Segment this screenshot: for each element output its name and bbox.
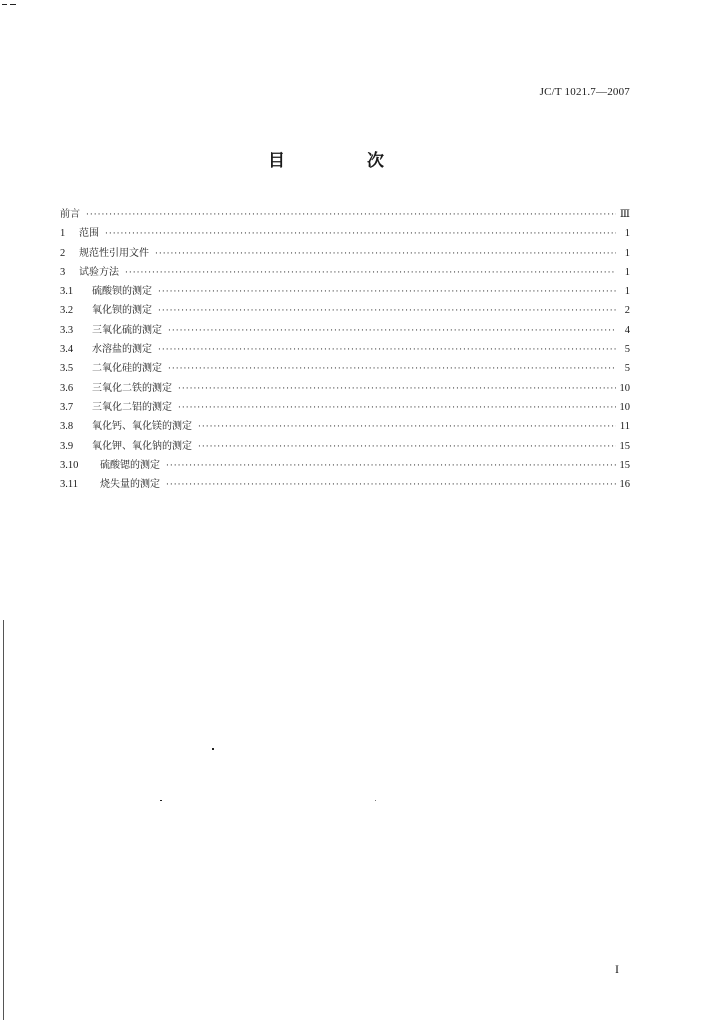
toc-entry-1[interactable] bbox=[60, 224, 630, 243]
toc-entry-title: 硫酸锶的测定 bbox=[100, 459, 160, 471]
toc-entry-page: 5 bbox=[624, 363, 630, 375]
toc-entry-3-3[interactable] bbox=[60, 321, 630, 340]
toc-entry-page: Ⅲ bbox=[619, 209, 630, 220]
toc-entry-title: 三氧化二铁的测定 bbox=[92, 382, 172, 394]
toc-entry-number: 3.10 bbox=[60, 459, 79, 471]
toc-entry-page: 2 bbox=[624, 305, 630, 317]
toc-entry-title: 氧化钾、氧化钠的测定 bbox=[92, 440, 192, 452]
toc-leader-dots bbox=[158, 283, 616, 302]
toc-entry-title: 水溶盐的测定 bbox=[92, 344, 152, 356]
toc-entry-page: 1 bbox=[624, 266, 630, 278]
scan-mark-top-left bbox=[10, 4, 16, 5]
toc-entry-page: 1 bbox=[624, 286, 630, 298]
toc-entry-title: 烧失量的测定 bbox=[100, 479, 160, 491]
toc-leader-dots bbox=[168, 322, 616, 341]
toc-leader-dots bbox=[178, 380, 616, 399]
toc-entry-number: 3.4 bbox=[60, 344, 74, 356]
toc-leader-dots bbox=[198, 438, 616, 457]
toc-entry-3-8[interactable] bbox=[60, 417, 630, 436]
toc-entry-number: 3.5 bbox=[60, 363, 74, 375]
toc-entry-number: 3.6 bbox=[60, 382, 74, 394]
toc-leader-dots bbox=[166, 457, 616, 476]
toc-entry-3-9[interactable] bbox=[60, 437, 630, 456]
toc-entry-page: 10 bbox=[619, 382, 630, 394]
toc-entry-page: 11 bbox=[619, 421, 630, 433]
toc-entry-title: 规范性引用文件 bbox=[79, 247, 149, 259]
toc-entry-title: 二氧化硅的测定 bbox=[92, 363, 162, 375]
toc-entry-title: 前言 bbox=[60, 209, 80, 220]
toc-leader-dots bbox=[158, 302, 616, 321]
toc-entry-number: 2 bbox=[60, 247, 66, 259]
toc-leader-dots bbox=[155, 245, 616, 264]
scan-mark-dot bbox=[160, 800, 162, 801]
scan-mark-dot bbox=[375, 800, 376, 801]
table-of-contents bbox=[60, 205, 630, 494]
toc-leader-dots bbox=[86, 206, 616, 225]
toc-leader-dots bbox=[168, 360, 616, 379]
toc-entry-number: 3.3 bbox=[60, 324, 74, 336]
toc-leader-dots bbox=[178, 399, 616, 418]
toc-leader-dots bbox=[198, 418, 616, 437]
scan-mark-left-edge bbox=[3, 620, 4, 1020]
toc-entry-number: 3.2 bbox=[60, 305, 74, 317]
toc-entry-3-2[interactable] bbox=[60, 301, 630, 320]
toc-leader-dots bbox=[125, 264, 616, 283]
toc-entry-number: 3.1 bbox=[60, 286, 74, 298]
toc-entry-3-4[interactable] bbox=[60, 340, 630, 359]
toc-leader-dots bbox=[166, 476, 616, 495]
toc-leader-dots bbox=[105, 225, 616, 244]
toc-entry-3-11[interactable] bbox=[60, 475, 630, 494]
toc-entry-page: 4 bbox=[624, 324, 630, 336]
toc-entry-page: 5 bbox=[624, 344, 630, 356]
toc-leader-dots bbox=[158, 341, 616, 360]
toc-entry-title: 硫酸钡的测定 bbox=[92, 286, 152, 298]
toc-entry-3-6[interactable] bbox=[60, 379, 630, 398]
toc-entry-3-10[interactable] bbox=[60, 456, 630, 475]
page-number: I bbox=[615, 962, 619, 976]
toc-entry-page: 16 bbox=[619, 479, 630, 491]
toc-entry-page: 1 bbox=[624, 247, 630, 259]
toc-entry-2[interactable] bbox=[60, 244, 630, 263]
scan-mark-top-left bbox=[2, 4, 7, 5]
toc-title: 目 次 bbox=[268, 151, 422, 171]
toc-entry-number: 3.11 bbox=[60, 479, 78, 491]
toc-entry-preface[interactable] bbox=[60, 205, 630, 224]
toc-entry-number: 3 bbox=[60, 266, 66, 278]
toc-entry-number: 1 bbox=[60, 228, 66, 240]
toc-entry-number: 3.9 bbox=[60, 440, 74, 452]
toc-entry-title: 范围 bbox=[79, 228, 99, 240]
toc-entry-page: 10 bbox=[619, 401, 630, 413]
toc-entry-title: 氧化钡的测定 bbox=[92, 305, 152, 317]
standard-number: JC/T 1021.7—2007 bbox=[539, 86, 630, 98]
toc-entry-title: 氧化钙、氧化镁的测定 bbox=[92, 421, 192, 433]
toc-entry-title: 三氧化二铝的测定 bbox=[92, 401, 172, 413]
scan-mark-dot bbox=[212, 748, 214, 750]
toc-entry-3[interactable] bbox=[60, 263, 630, 282]
toc-entry-number: 3.8 bbox=[60, 421, 74, 433]
toc-entry-page: 15 bbox=[619, 459, 630, 471]
toc-entry-number: 3.7 bbox=[60, 401, 74, 413]
toc-entry-page: 15 bbox=[619, 440, 630, 452]
toc-entry-title: 三氧化硫的测定 bbox=[92, 324, 162, 336]
toc-entry-3-5[interactable] bbox=[60, 359, 630, 378]
toc-entry-page: 1 bbox=[624, 228, 630, 240]
toc-entry-3-1[interactable] bbox=[60, 282, 630, 301]
toc-entry-3-7[interactable] bbox=[60, 398, 630, 417]
toc-entry-title: 试验方法 bbox=[79, 266, 119, 278]
